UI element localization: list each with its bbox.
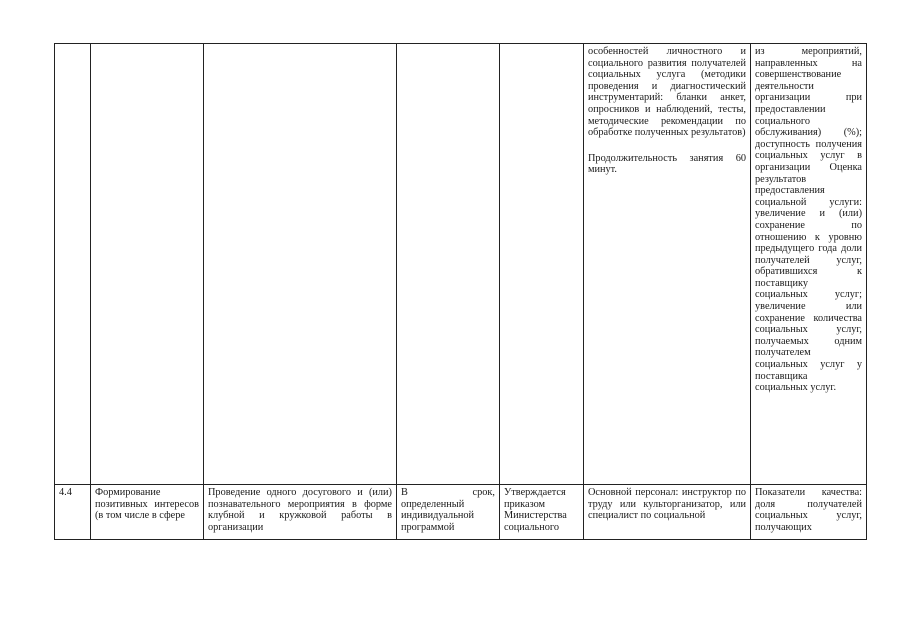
cell-service-term: [397, 44, 500, 485]
table-row-4-4: [55, 485, 867, 540]
cell-number: [55, 44, 91, 485]
cell-quality-indicators: Показатели качества: доля получателей социальных услуг, получающих: [751, 485, 867, 540]
cell-quality-indicators: из мероприятий, направленных на совершенствование деятельности организации при предоставлении социального обслуживания) (%); доступность получения социальных услуг в организации Оценка результатов предоставления социальной услуги: увеличение и (или) сохранение по отношению к уровню предыдущего года доли получателей услуг, обратившихся к поставщику социальных услуг; увеличение или сохранение количества социальных услуг, получаемых одним получателем социальных услуг у поставщика социальных услуг.: [751, 44, 867, 485]
session-duration-text: Продолжительность занятия 60 минут.: [588, 152, 746, 176]
service-standard-table: [54, 43, 867, 540]
cell-service-description: [204, 44, 397, 485]
cell-service-name: [91, 44, 204, 485]
cell-service-term: В срок, определенный индивидуальной программой: [397, 485, 500, 540]
cell-service-procedure: Утверждается приказом Министерства социального: [500, 485, 584, 540]
cell-number: 4.4: [55, 485, 91, 540]
cell-service-conditions: [584, 44, 751, 485]
conditions-text: особенностей личностного и социального развития получателей социальных услуга (методики проведения и диагностический инструментарий: бланки анкет, опросников и наблюдений, тесты, методические рекомендации по обработке полученных результатов): [588, 46, 746, 139]
cell-service-conditions: Основной персонал: инструктор по труду или культорганизатор, или специалист по социальной: [584, 485, 751, 540]
cell-service-procedure: [500, 44, 584, 485]
cell-service-name: Формирование позитивных интересов (в том числе в сфере: [91, 485, 204, 540]
cell-service-description: Проведение одного досугового и (или) познавательного мероприятия в форме клубной и кружковой работы в организации: [204, 485, 397, 540]
table-row-continuation: [55, 44, 867, 485]
